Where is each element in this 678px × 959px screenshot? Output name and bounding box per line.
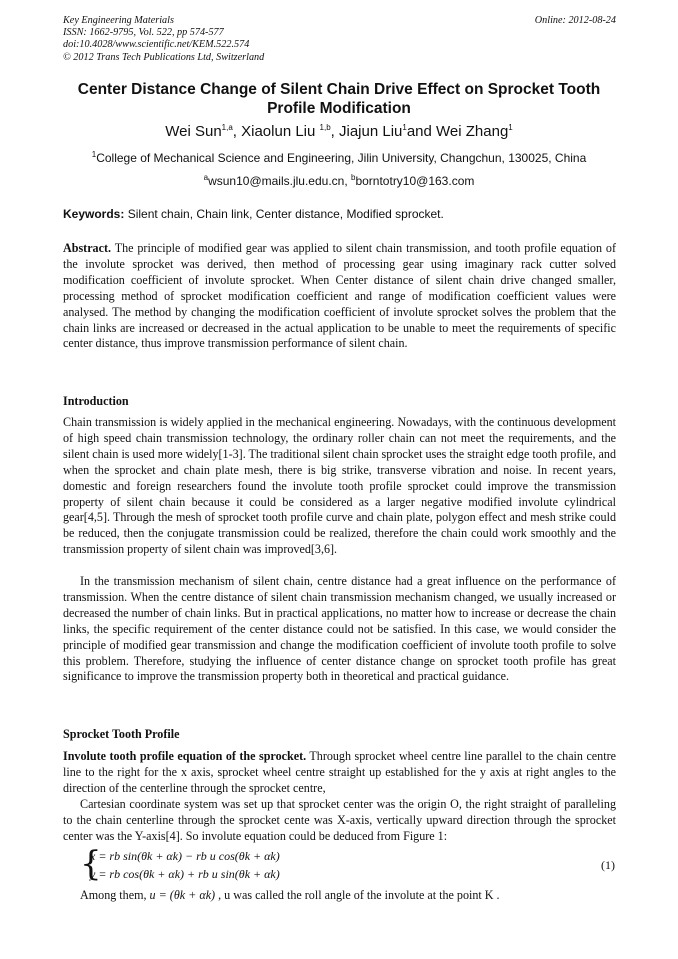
author-name: Wei Sun (165, 123, 222, 140)
paper-title: Center Distance Change of Silent Chain Drive Effect on Sprocket Tooth Profile Modification (77, 81, 601, 117)
author-emails (0, 173, 678, 188)
equation-brace: { (80, 844, 102, 884)
sprocket-paragraph-2: Cartesian coordinate system was set up that sprocket center was the origin O, the right straight of paralleling to the chain centerline through the sprocket cente was X-axis, vertically upward direction through the sprocket center was the Y-axis[4]. So involute equation could be deduced from Figure 1: (63, 797, 616, 843)
online-date: Online: 2012-08-24 (534, 15, 616, 26)
sprocket-paragraph-1 (63, 749, 616, 797)
keywords (63, 207, 616, 221)
sprocket-text: Through sprocket wheel centre line parallel to the chain centre line to the right for the x axis, sprocket wheel centre straight up established for the y axis at right angles to the direction of the centerline through the sprocket centre, (63, 749, 616, 795)
abstract (63, 241, 616, 352)
email-link[interactable]: wsun10@mails.jlu.edu.cn, (208, 174, 351, 188)
author-sup: 1,a (221, 123, 233, 132)
abstract-label: Abstract. (63, 241, 112, 255)
section-heading-introduction: Introduction (63, 394, 129, 408)
affiliation-sup: 1 (91, 150, 97, 159)
subsection-lead: Involute tooth profile equation of the sprocket. (63, 749, 307, 763)
sprocket-paragraph-3 (63, 888, 616, 904)
sprocket-text: Among them, (80, 888, 150, 902)
affiliation (0, 150, 678, 165)
author-sup: 1 (402, 123, 407, 132)
equation-1 (80, 844, 615, 885)
author-sup: 1,b (319, 123, 331, 132)
author-sup: 1 (508, 123, 513, 132)
keywords-label: Keywords: (63, 207, 125, 221)
email-sup: b (351, 173, 356, 182)
doi-line: doi:10.4028/www.scientific.net/KEM.522.574 (63, 39, 250, 51)
journal-name: Key Engineering Materials (63, 15, 174, 26)
equation-line: x = rb sin(θk + αk) − rb u cos(θk + αk) (90, 849, 280, 863)
affiliation-text: College of Mechanical Science and Engineering, Jilin University, Changchun, 130025, China (96, 151, 587, 165)
issn-line: ISSN: 1662-9795, Vol. 522, pp 574-577 (63, 27, 224, 39)
section-heading-sprocket: Sprocket Tooth Profile (63, 727, 180, 741)
author-name: , Jiajun Liu (330, 123, 403, 140)
equation-line: y = rb cos(θk + αk) + rb u sin(θk + αk) (90, 867, 280, 881)
intro-paragraph-1: Chain transmission is widely applied in the mechanical engineering. Nowadays, with the continuous development of high speed chain transmission technology, the ordinary roller chain can not meet the requirements, and the silent chain is used more widely[1-3]. The traditional silent chain sprocket uses the straight edge tooth profile, and when the sprocket and chain plate mesh, there is big strike, transverse vibration and noise. In recent years, domestic and foreign researchers found the involute tooth profile sprocket could improve the transmission property of silent chain because it could be considered as a larger negative modified involute cylindrical gear[4,5]. Through the mesh of sprocket tooth profile curve and chain plate, polygon effect and mesh strike could be reduced, then the conjugate transmission could be realized, therefore the chain could work smoothly and the transmission property of silent chain was improved[3,6]. (63, 415, 616, 557)
email-sup: a (203, 173, 209, 182)
equation-number: (1) (601, 858, 615, 872)
copyright-line: © 2012 Trans Tech Publications Ltd, Switzerland (63, 51, 265, 63)
author-name: and Wei Zhang (406, 123, 509, 140)
inline-equation: u = (θk + αk) (149, 888, 216, 902)
author-list (0, 123, 678, 140)
page-header (63, 15, 616, 64)
author-name: , Xiaolun Liu (232, 123, 320, 140)
keywords-text: Silent chain, Chain link, Center distance, Modified sprocket. (124, 207, 444, 221)
intro-paragraph-2: In the transmission mechanism of silent chain, centre distance had a great influence on the performance of transmission. When the centre distance of silent chain transmission mechanism changed, we usually increased or decreased the number of chain links. But in practical applications, no matter how to increase or decrease the chain links, the specific requirement of the center distance could not be satisfied. In this case, we would consider the principle of modified gear transmission and change the modification coefficient of involute tooth profile to solve this problem. Therefore, studying the influence of center distance change on sprocket tooth profile has great significance to improve the transmission property both in theoretical and practical guidance. (63, 574, 616, 684)
sprocket-text: , u was called the roll angle of the involute at the point K . (215, 888, 500, 902)
abstract-text: The principle of modified gear was applied to silent chain transmission, and tooth profile equation of the involute sprocket was derived, then method of processing gear using imaginary rack cutter solved modification coefficient of involute sprocket. When Center distance of silent chain drive changed smaller, processing method of sprocket modification coefficient and range of modification coefficient values were analysed. The method by changing the modification coefficient of involute sprocket solves the problem that the chain links are increased or decreased in the actual application to be unable to meet the requirements of specific center distance, thus improve transmission performance of silent chain. (63, 241, 616, 351)
email-link[interactable]: borntotry10@163.com (355, 174, 475, 188)
